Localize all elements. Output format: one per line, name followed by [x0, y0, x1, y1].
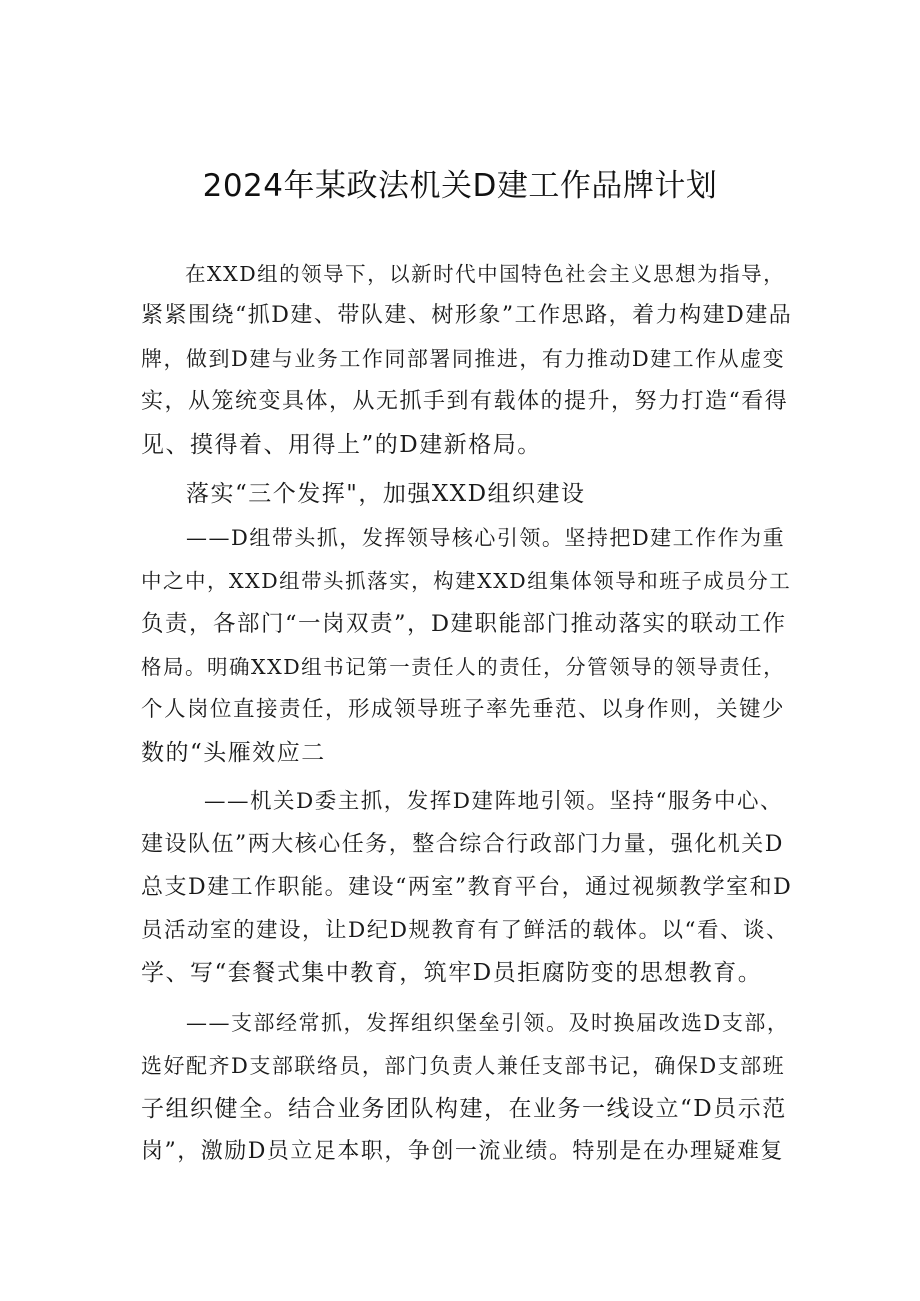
paragraph-line: ——机关D委主抓，发挥D建阵地引领。坚持“服务中心、 — [204, 789, 783, 814]
paragraph-line: 数的“头雁效应二 — [141, 740, 326, 766]
paragraph-line: 选好配齐D支部联络员，部门负责人兼任支部书记，确保D支部班 — [141, 1054, 786, 1078]
paragraph-line: 子组织健全。结合业务团队构建，在业务一线设立“D员示范 — [141, 1096, 787, 1122]
paragraph-line: 总支D建工作职能。建设“两室”教育平台，通过视频教学室和D — [141, 875, 793, 900]
paragraph-line: 在XXD组的领导下，以新时代中国特色社会主义思想为指导， — [185, 262, 786, 286]
paragraph-line: 见、摸得着、用得上”的D建新格局。 — [141, 432, 542, 458]
paragraph-line: 负责，各部门“一岗双责”，D建职能部门推动落实的联动工作 — [141, 611, 787, 637]
paragraph-line: 建设队伍”两大核心任务，整合综合行政部门力量，强化机关D — [141, 832, 784, 857]
paragraph-line: 格局。明确XXD组书记第一责任人的责任，分管领导的领导责任， — [141, 655, 786, 679]
paragraph-line: ——支部经常抓，发挥组织堡垒引领。及时换届改选D支部， — [186, 1011, 790, 1035]
document-title: 2024年某政法机关D建工作品牌计划 — [202, 168, 718, 204]
paragraph-line: 实，从笼统变具体，从无抓手到有载体的提升，努力打造“看得 — [141, 389, 789, 414]
paragraph-line: 员活动室的建设，让D纪D规教育有了鲜活的载体。以“看、谈、 — [141, 918, 789, 943]
paragraph-line: 牌，做到D建与业务工作同部署同推进，有力推动D建工作从虚变 — [141, 347, 786, 371]
section-heading: 落实“三个发挥"，加强XXD组织建设 — [186, 481, 586, 507]
paragraph-line: 紧紧围绕“抓D建、带队建、树形象”工作思路，着力构建D建品 — [141, 303, 793, 328]
paragraph-line: 学、写“套餐式集中教育，筑牢D员拒腐防变的思想教育。 — [141, 960, 763, 986]
paragraph-line: 岗”，激励D员立足本职，争创一流业绩。特别是在办理疑难复 — [141, 1139, 784, 1164]
paragraph-line: 个人岗位直接责任，形成领导班子率先垂范、以身作则，关键少 — [141, 697, 786, 722]
paragraph-line: 中之中，XXD组带头抓落实，构建XXD组集体领导和班子成员分工 — [141, 569, 792, 593]
paragraph-line: ——D组带头抓，发挥领导核心引领。坚持把D建工作作为重 — [186, 526, 786, 550]
